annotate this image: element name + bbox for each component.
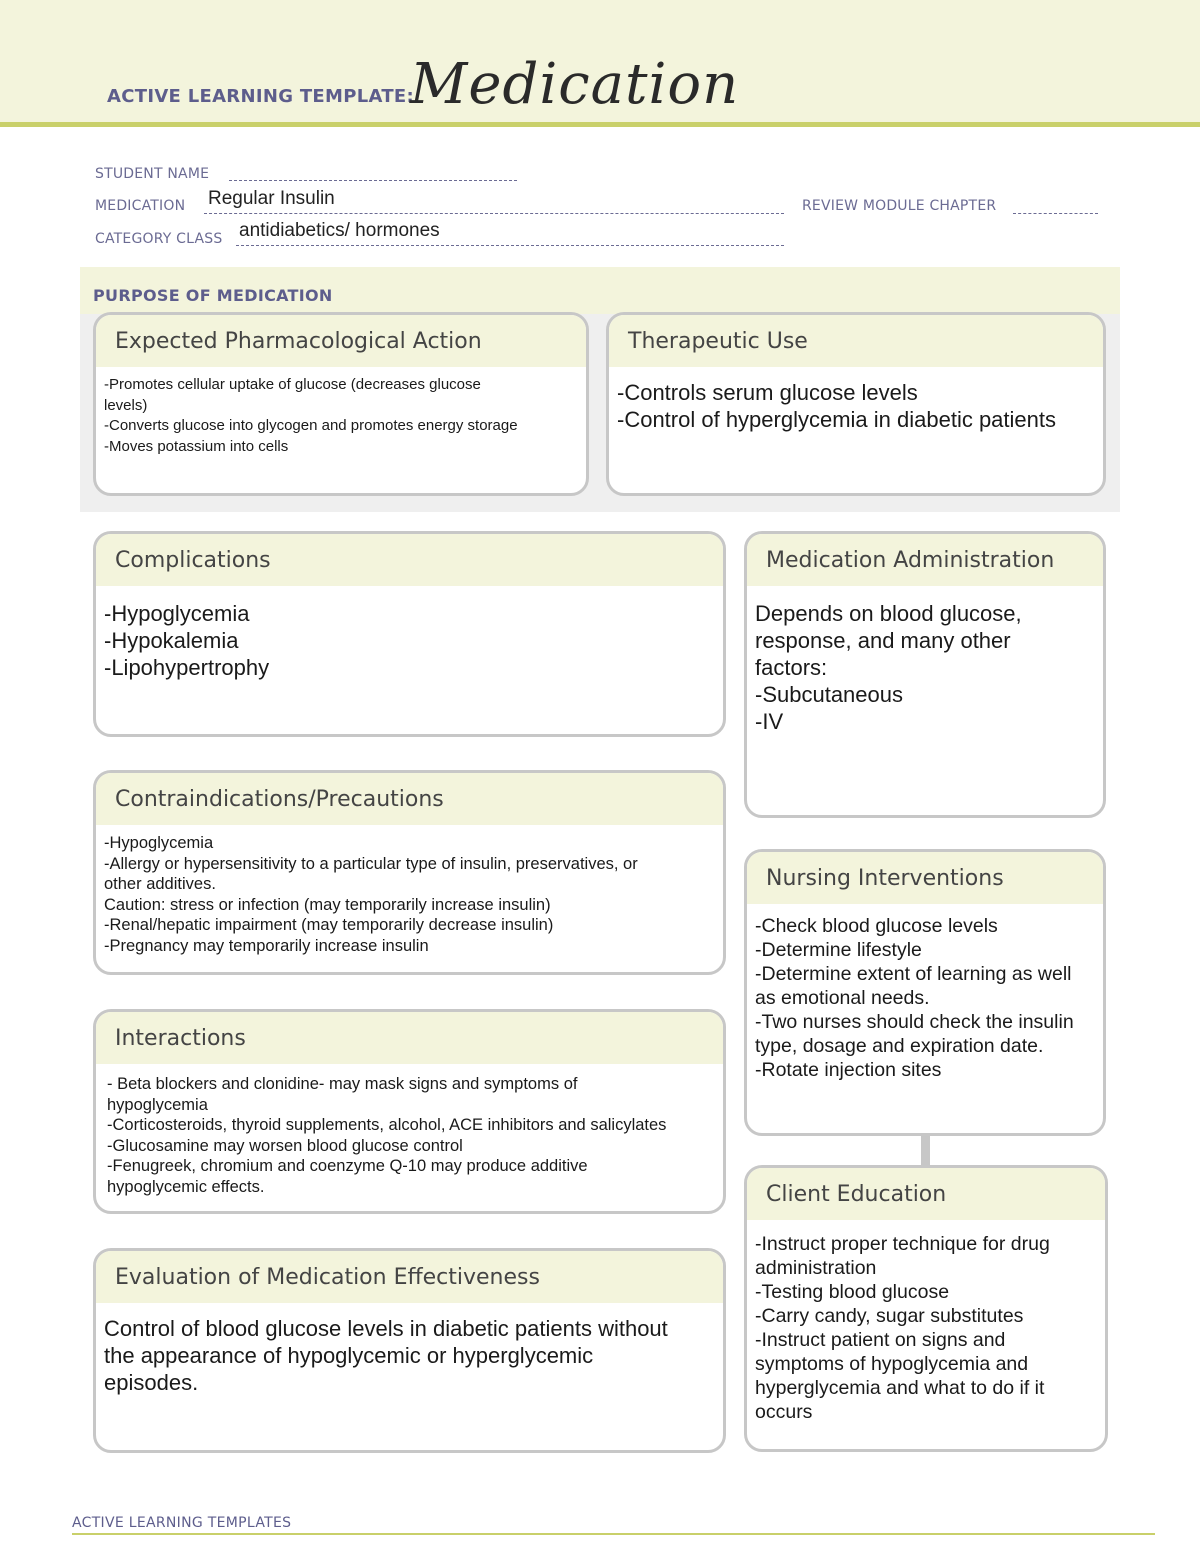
client-education-box [744,1165,1108,1452]
nursing-interventions-box [744,849,1106,1136]
student-name-field[interactable] [229,180,517,181]
list-item: Caution: stress or infection (may temporarily increase insulin) [104,895,551,914]
list-item: as emotional needs. [755,987,930,1009]
medication-field[interactable]: Regular Insulin [208,188,335,209]
list-item: factors: [755,655,828,680]
list-item: -Moves potassium into cells [104,437,289,455]
category-class-label: CATEGORY CLASS [95,231,223,247]
medication-field-line [204,213,784,214]
list-item: -Hypokalemia [104,628,239,653]
list-item: -Lipohypertrophy [104,655,270,680]
complications-heading: Complications [96,534,723,586]
medication-administration-heading: Medication Administration [747,534,1103,586]
list-item: symptoms of hypoglycemia and [755,1353,1029,1375]
list-item: -Instruct proper technique for drug [755,1233,1050,1255]
list-item: -Controls serum glucose levels [617,380,918,405]
list-item: -Subcutaneous [755,682,903,707]
category-class-field-line [236,245,784,246]
list-item: hypoglycemic effects. [107,1177,265,1196]
list-item: other additives. [104,875,216,893]
list-item: - Beta blockers and clonidine- may mask signs and symptoms of [107,1075,578,1093]
footer-text: ACTIVE LEARNING TEMPLATES [72,1515,292,1531]
box-connector [921,1134,930,1166]
list-item: -Control of hyperglycemia in diabetic patients [617,407,1057,432]
list-item: administration [755,1257,877,1279]
review-module-label: REVIEW MODULE CHAPTER [802,198,997,214]
client-education-heading: Client Education [747,1168,1105,1220]
list-item: -Hypoglycemia [104,834,214,852]
list-item: -IV [755,709,784,734]
evaluation-box [93,1248,726,1453]
list-item: -Two nurses should check the insulin [755,1011,1074,1033]
list-item: episodes. [104,1370,199,1395]
interactions-box [93,1009,726,1214]
list-item: -Converts glucose into glycogen and promotes energy storage [104,417,518,434]
evaluation-heading: Evaluation of Medication Effectiveness [96,1251,723,1303]
list-item: -Corticosteroids, thyroid supplements, alcohol, ACE inhibitors and salicylates [107,1116,667,1134]
list-item: hypoglycemia [107,1095,208,1114]
list-item: -Rotate injection sites [755,1059,942,1081]
template-label: ACTIVE LEARNING TEMPLATE: [107,86,414,107]
list-item: levels) [104,396,148,414]
list-item: Control of blood glucose levels in diabetic patients without [104,1316,668,1341]
expected-action-box [93,312,589,496]
medication-administration-box [744,531,1106,818]
list-item: -Determine extent of learning as well [755,963,1072,985]
list-item: -Glucosamine may worsen blood glucose control [107,1136,463,1155]
list-item: -Check blood glucose levels [755,915,998,937]
review-module-field[interactable] [1013,213,1098,214]
page-title: Medication [410,52,740,117]
nursing-interventions-heading: Nursing Interventions [747,852,1103,904]
list-item: hyperglycemia and what to do if it [755,1377,1045,1399]
list-item: occurs [755,1401,813,1423]
list-item: -Allergy or hypersensitivity to a particular type of insulin, preservatives, or [104,854,638,873]
therapeutic-use-heading: Therapeutic Use [609,315,1103,367]
category-class-field[interactable]: antidiabetics/ hormones [239,220,440,241]
medication-label: MEDICATION [95,198,186,214]
footer-divider [72,1533,1155,1535]
list-item: -Pregnancy may temporarily increase insulin [104,936,429,955]
list-item: -Testing blood glucose [755,1281,950,1303]
list-item: Depends on blood glucose, [755,601,1022,626]
list-item: -Renal/hepatic impairment (may temporarily decrease insulin) [104,916,554,934]
list-item: -Instruct patient on signs and [755,1329,1006,1351]
list-item: -Carry candy, sugar substitutes [755,1305,1024,1327]
contraindications-box [93,770,726,975]
therapeutic-use-box [606,312,1106,496]
interactions-heading: Interactions [96,1012,723,1064]
complications-box [93,531,726,737]
list-item: type, dosage and expiration date. [755,1035,1044,1057]
header-divider [0,122,1200,127]
list-item: -Fenugreek, chromium and coenzyme Q-10 may produce additive [107,1157,588,1175]
expected-action-heading: Expected Pharmacological Action [96,315,586,367]
list-item: -Determine lifestyle [755,939,922,961]
list-item: response, and many other [755,628,1011,653]
student-name-label: STUDENT NAME [95,166,210,182]
list-item: the appearance of hypoglycemic or hyperglycemic [104,1343,594,1368]
list-item: -Promotes cellular uptake of glucose (decreases glucose [104,376,481,393]
contraindications-heading: Contraindications/Precautions [96,773,723,825]
purpose-section-title: PURPOSE OF MEDICATION [93,286,333,305]
list-item: -Hypoglycemia [104,601,250,626]
